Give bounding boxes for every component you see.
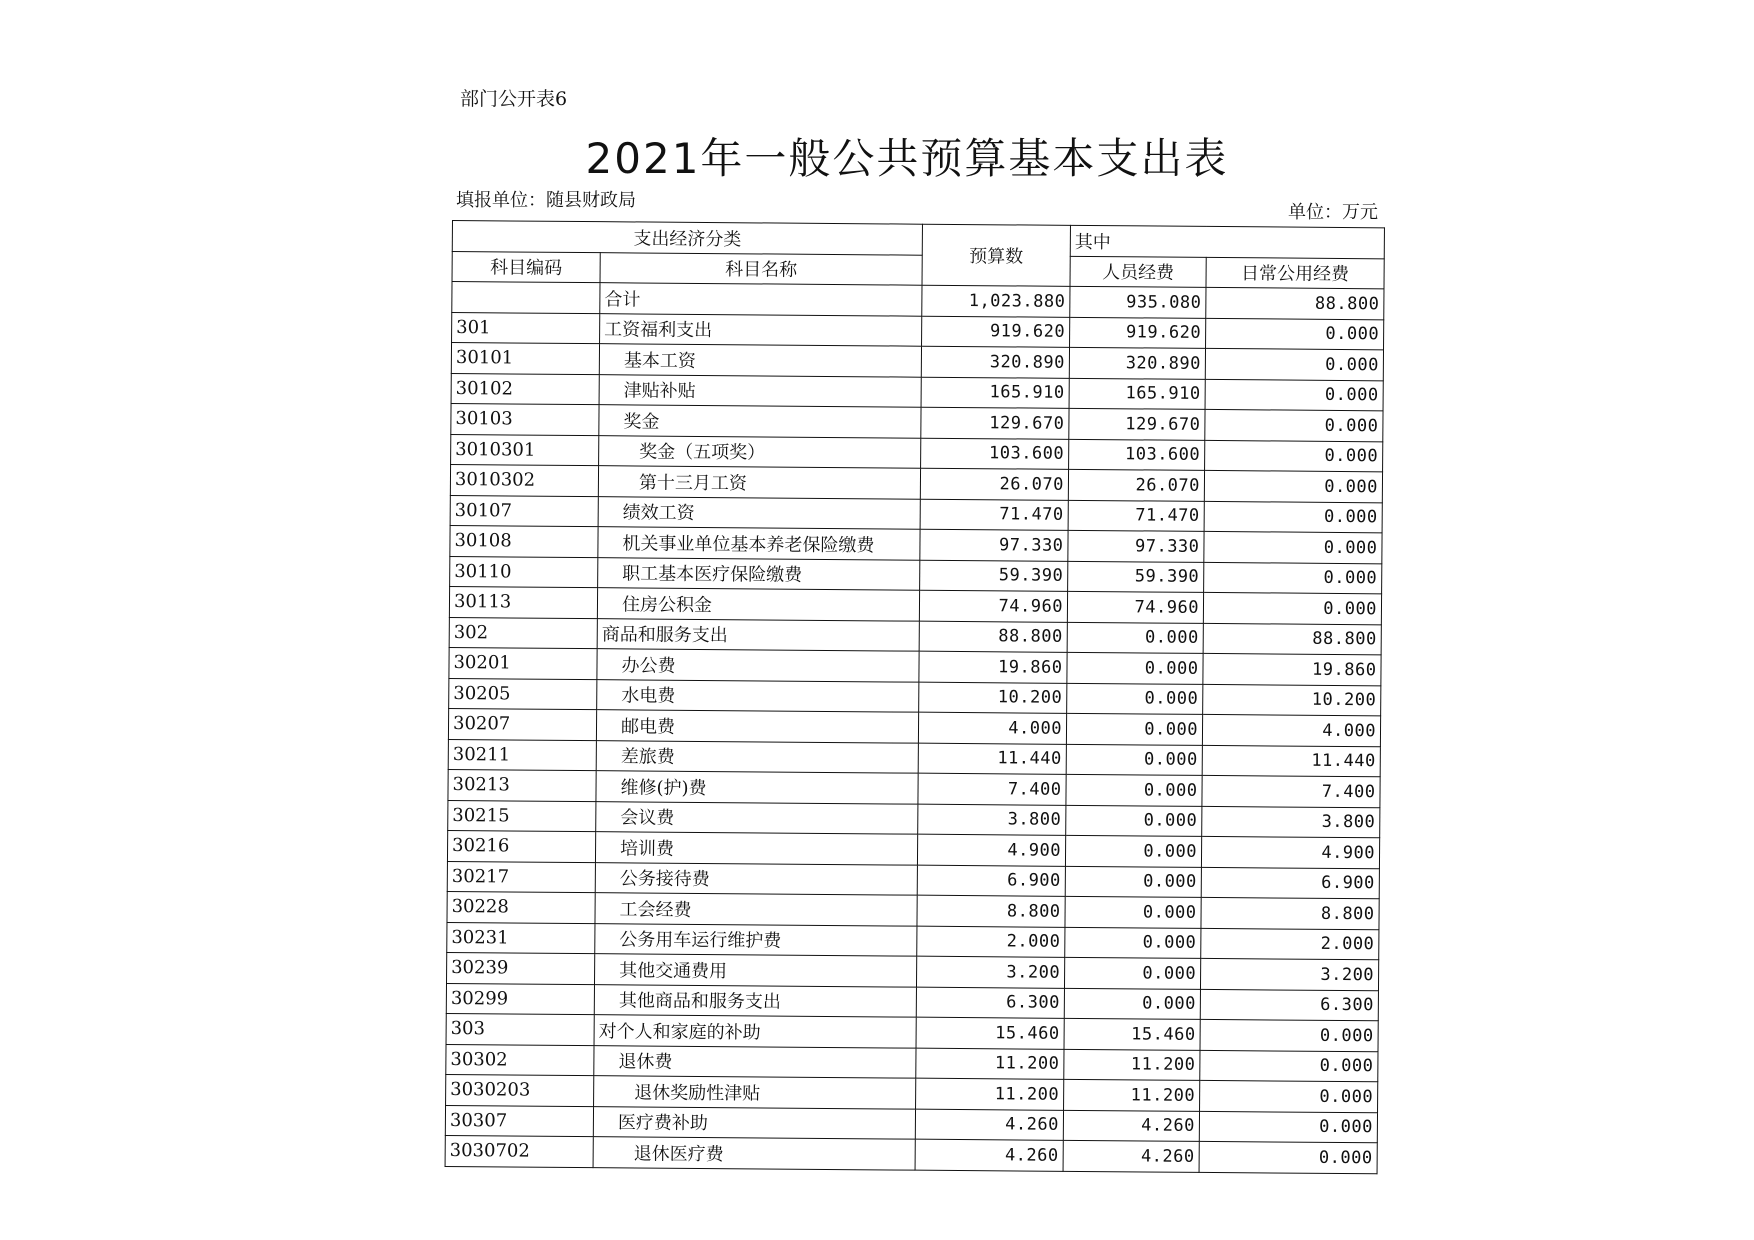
subject-name-cell: 水电费 — [597, 679, 919, 712]
subject-code-cell: 30216 — [447, 830, 595, 862]
daily-public-expense-cell: 4.000 — [1202, 714, 1380, 746]
subject-code-cell: 30201 — [449, 647, 597, 679]
subject-name-cell: 奖金 — [599, 405, 921, 438]
subject-name-cell: 基本工资 — [599, 344, 921, 377]
personnel-expense-cell: 11.200 — [1064, 1049, 1200, 1081]
subject-name-cell: 其他交通费用 — [595, 954, 917, 987]
budget-amount-cell: 2.000 — [917, 926, 1065, 958]
header-daily-public-expense: 日常公用经费 — [1206, 257, 1384, 289]
page-title: 2021年一般公共预算基本支出表 — [585, 134, 1229, 183]
table-row — [445, 1135, 1377, 1173]
budget-amount-cell: 6.900 — [917, 865, 1065, 897]
subject-code-cell: 30231 — [447, 922, 595, 954]
subject-code-cell: 3010302 — [450, 464, 598, 496]
budget-amount-cell: 6.300 — [916, 987, 1064, 1019]
subject-name-cell: 商品和服务支出 — [597, 618, 919, 651]
subject-name-cell: 第十三月工资 — [598, 466, 920, 499]
subject-name-cell: 合计 — [600, 283, 922, 316]
daily-public-expense-cell: 0.000 — [1200, 1080, 1378, 1112]
budget-amount-cell: 320.890 — [921, 346, 1069, 378]
budget-table — [445, 220, 1385, 1174]
subject-name-cell: 工资福利支出 — [600, 313, 922, 346]
budget-amount-cell: 11.200 — [916, 1048, 1064, 1080]
subject-code-cell: 30103 — [451, 403, 599, 435]
personnel-expense-cell: 103.600 — [1069, 439, 1205, 471]
personnel-expense-cell: 0.000 — [1067, 683, 1203, 715]
daily-public-expense-cell: 19.860 — [1203, 653, 1381, 685]
daily-public-expense-cell: 0.000 — [1204, 562, 1382, 594]
subject-name-cell: 工会经费 — [595, 893, 917, 926]
subject-code-cell: 30101 — [451, 343, 599, 375]
subject-code-cell: 30299 — [446, 983, 594, 1015]
header-subject-name: 科目名称 — [600, 252, 922, 285]
daily-public-expense-cell: 7.400 — [1202, 775, 1380, 807]
subject-name-cell: 邮电费 — [596, 710, 918, 743]
budget-amount-cell: 88.800 — [919, 621, 1067, 653]
header-expense-classification: 支出经济分类 — [452, 221, 922, 255]
daily-public-expense-cell: 88.800 — [1206, 287, 1384, 319]
subject-name-cell: 退休费 — [594, 1045, 916, 1078]
subject-code-cell: 30102 — [451, 373, 599, 405]
budget-amount-cell: 129.670 — [921, 407, 1069, 439]
daily-public-expense-cell: 0.000 — [1204, 531, 1382, 563]
daily-public-expense-cell: 0.000 — [1205, 440, 1383, 472]
budget-amount-cell: 103.600 — [921, 438, 1069, 470]
subject-name-cell: 绩效工资 — [598, 496, 920, 529]
header-subject-code: 科目编码 — [452, 251, 600, 283]
subject-code-cell: 30215 — [448, 800, 596, 832]
subject-code-cell — [452, 282, 600, 314]
subject-name-cell: 退休奖励性津贴 — [594, 1076, 916, 1109]
personnel-expense-cell: 0.000 — [1065, 835, 1201, 867]
budget-amount-cell: 11.200 — [916, 1078, 1064, 1110]
header-budget: 预算数 — [922, 224, 1070, 286]
budget-amount-cell: 15.460 — [916, 1017, 1064, 1049]
subject-code-cell: 30211 — [448, 739, 596, 771]
subject-code-cell: 30239 — [447, 952, 595, 984]
subject-name-cell: 机关事业单位基本养老保险缴费 — [598, 527, 920, 560]
daily-public-expense-cell: 0.000 — [1199, 1141, 1377, 1173]
subject-code-cell: 30307 — [445, 1105, 593, 1137]
personnel-expense-cell: 0.000 — [1066, 774, 1202, 806]
personnel-expense-cell: 71.470 — [1068, 500, 1204, 532]
budget-amount-cell: 11.440 — [918, 743, 1066, 775]
subject-name-cell: 公务接待费 — [595, 862, 917, 895]
daily-public-expense-cell: 0.000 — [1204, 470, 1382, 502]
subject-code-cell: 30113 — [449, 586, 597, 618]
subject-code-cell: 30213 — [448, 769, 596, 801]
personnel-expense-cell: 129.670 — [1069, 408, 1205, 440]
personnel-expense-cell: 0.000 — [1065, 927, 1201, 959]
subject-code-cell: 30107 — [450, 495, 598, 527]
personnel-expense-cell: 0.000 — [1066, 744, 1202, 776]
budget-amount-cell: 97.330 — [920, 529, 1068, 561]
header-of-which: 其中 — [1070, 225, 1384, 258]
personnel-expense-cell: 0.000 — [1066, 805, 1202, 837]
personnel-expense-cell: 26.070 — [1068, 469, 1204, 501]
daily-public-expense-cell: 4.900 — [1201, 836, 1379, 868]
budget-amount-cell: 4.900 — [917, 834, 1065, 866]
subject-name-cell: 公务用车运行维护费 — [595, 923, 917, 956]
personnel-expense-cell: 935.080 — [1070, 286, 1206, 318]
daily-public-expense-cell: 0.000 — [1199, 1111, 1377, 1143]
subject-code-cell: 30108 — [450, 525, 598, 557]
table-header — [452, 221, 1384, 289]
budget-amount-cell: 919.620 — [922, 316, 1070, 348]
daily-public-expense-cell: 0.000 — [1204, 501, 1382, 533]
subject-code-cell: 30302 — [446, 1044, 594, 1076]
personnel-expense-cell: 0.000 — [1066, 713, 1202, 745]
subject-code-cell: 3030702 — [445, 1135, 593, 1167]
personnel-expense-cell: 0.000 — [1067, 622, 1203, 654]
subject-name-cell: 培训费 — [595, 832, 917, 865]
document-label: 部门公开表6 — [460, 88, 568, 110]
budget-amount-cell: 165.910 — [921, 377, 1069, 409]
budget-amount-cell: 26.070 — [920, 468, 1068, 500]
budget-amount-cell: 7.400 — [918, 773, 1066, 805]
personnel-expense-cell: 11.200 — [1064, 1079, 1200, 1111]
daily-public-expense-cell: 3.800 — [1202, 806, 1380, 838]
subject-name-cell: 奖金（五项奖） — [599, 435, 921, 468]
budget-amount-cell: 8.800 — [917, 895, 1065, 927]
personnel-expense-cell: 0.000 — [1065, 866, 1201, 898]
personnel-expense-cell: 74.960 — [1067, 591, 1203, 623]
personnel-expense-cell: 165.910 — [1069, 378, 1205, 410]
subject-code-cell: 301 — [452, 312, 600, 344]
daily-public-expense-cell: 0.000 — [1203, 592, 1381, 624]
budget-amount-cell: 10.200 — [919, 682, 1067, 714]
budget-amount-cell: 74.960 — [919, 590, 1067, 622]
personnel-expense-cell: 320.890 — [1069, 347, 1205, 379]
subject-name-cell: 办公费 — [597, 649, 919, 682]
subject-name-cell: 退休医疗费 — [593, 1137, 915, 1170]
subject-name-cell: 会议费 — [596, 801, 918, 834]
subject-name-cell: 住房公积金 — [597, 588, 919, 621]
daily-public-expense-cell: 2.000 — [1201, 928, 1379, 960]
subject-name-cell: 津贴补贴 — [599, 374, 921, 407]
subject-code-cell: 30217 — [447, 861, 595, 893]
subject-code-cell: 30110 — [450, 556, 598, 588]
budget-amount-cell: 4.260 — [915, 1109, 1063, 1141]
personnel-expense-cell: 4.260 — [1063, 1110, 1199, 1142]
budget-amount-cell: 4.260 — [915, 1139, 1063, 1171]
reporting-unit: 填报单位：随县财政局 — [456, 190, 636, 211]
budget-amount-cell: 1,023.880 — [922, 285, 1070, 317]
personnel-expense-cell: 0.000 — [1067, 652, 1203, 684]
subject-code-cell: 303 — [446, 1013, 594, 1045]
subject-name-cell: 维修(护)费 — [596, 771, 918, 804]
subject-code-cell: 30205 — [449, 678, 597, 710]
daily-public-expense-cell: 6.900 — [1201, 867, 1379, 899]
header-personnel-expense: 人员经费 — [1070, 256, 1206, 288]
daily-public-expense-cell: 0.000 — [1206, 318, 1384, 350]
budget-amount-cell: 3.800 — [918, 804, 1066, 836]
currency-unit: 单位：万元 — [1288, 202, 1378, 223]
subject-code-cell: 30207 — [448, 708, 596, 740]
daily-public-expense-cell: 0.000 — [1205, 348, 1383, 380]
daily-public-expense-cell: 8.800 — [1201, 897, 1379, 929]
personnel-expense-cell: 4.260 — [1063, 1140, 1199, 1172]
daily-public-expense-cell: 0.000 — [1200, 1019, 1378, 1051]
daily-public-expense-cell: 88.800 — [1203, 623, 1381, 655]
personnel-expense-cell: 919.620 — [1070, 317, 1206, 349]
table-body — [445, 282, 1384, 1174]
daily-public-expense-cell: 11.440 — [1202, 745, 1380, 777]
budget-amount-cell: 19.860 — [919, 651, 1067, 683]
subject-name-cell: 其他商品和服务支出 — [594, 984, 916, 1017]
daily-public-expense-cell: 0.000 — [1205, 379, 1383, 411]
budget-amount-cell: 3.200 — [916, 956, 1064, 988]
subject-code-cell: 3010301 — [451, 434, 599, 466]
daily-public-expense-cell: 3.200 — [1200, 958, 1378, 990]
budget-amount-cell: 71.470 — [920, 499, 1068, 531]
personnel-expense-cell: 0.000 — [1065, 896, 1201, 928]
daily-public-expense-cell: 0.000 — [1200, 1050, 1378, 1082]
subject-code-cell: 302 — [449, 617, 597, 649]
personnel-expense-cell: 59.390 — [1068, 561, 1204, 593]
daily-public-expense-cell: 0.000 — [1205, 409, 1383, 441]
budget-amount-cell: 59.390 — [920, 560, 1068, 592]
personnel-expense-cell: 15.460 — [1064, 1018, 1200, 1050]
subject-code-cell: 30228 — [447, 891, 595, 923]
subject-name-cell: 差旅费 — [596, 740, 918, 773]
personnel-expense-cell: 0.000 — [1064, 988, 1200, 1020]
personnel-expense-cell: 0.000 — [1064, 957, 1200, 989]
subject-code-cell: 3030203 — [446, 1074, 594, 1106]
subject-name-cell: 对个人和家庭的补助 — [594, 1015, 916, 1048]
subject-name-cell: 医疗费补助 — [593, 1106, 915, 1139]
personnel-expense-cell: 97.330 — [1068, 530, 1204, 562]
daily-public-expense-cell: 6.300 — [1200, 989, 1378, 1021]
daily-public-expense-cell: 10.200 — [1203, 684, 1381, 716]
budget-amount-cell: 4.000 — [918, 712, 1066, 744]
subject-name-cell: 职工基本医疗保险缴费 — [598, 557, 920, 590]
